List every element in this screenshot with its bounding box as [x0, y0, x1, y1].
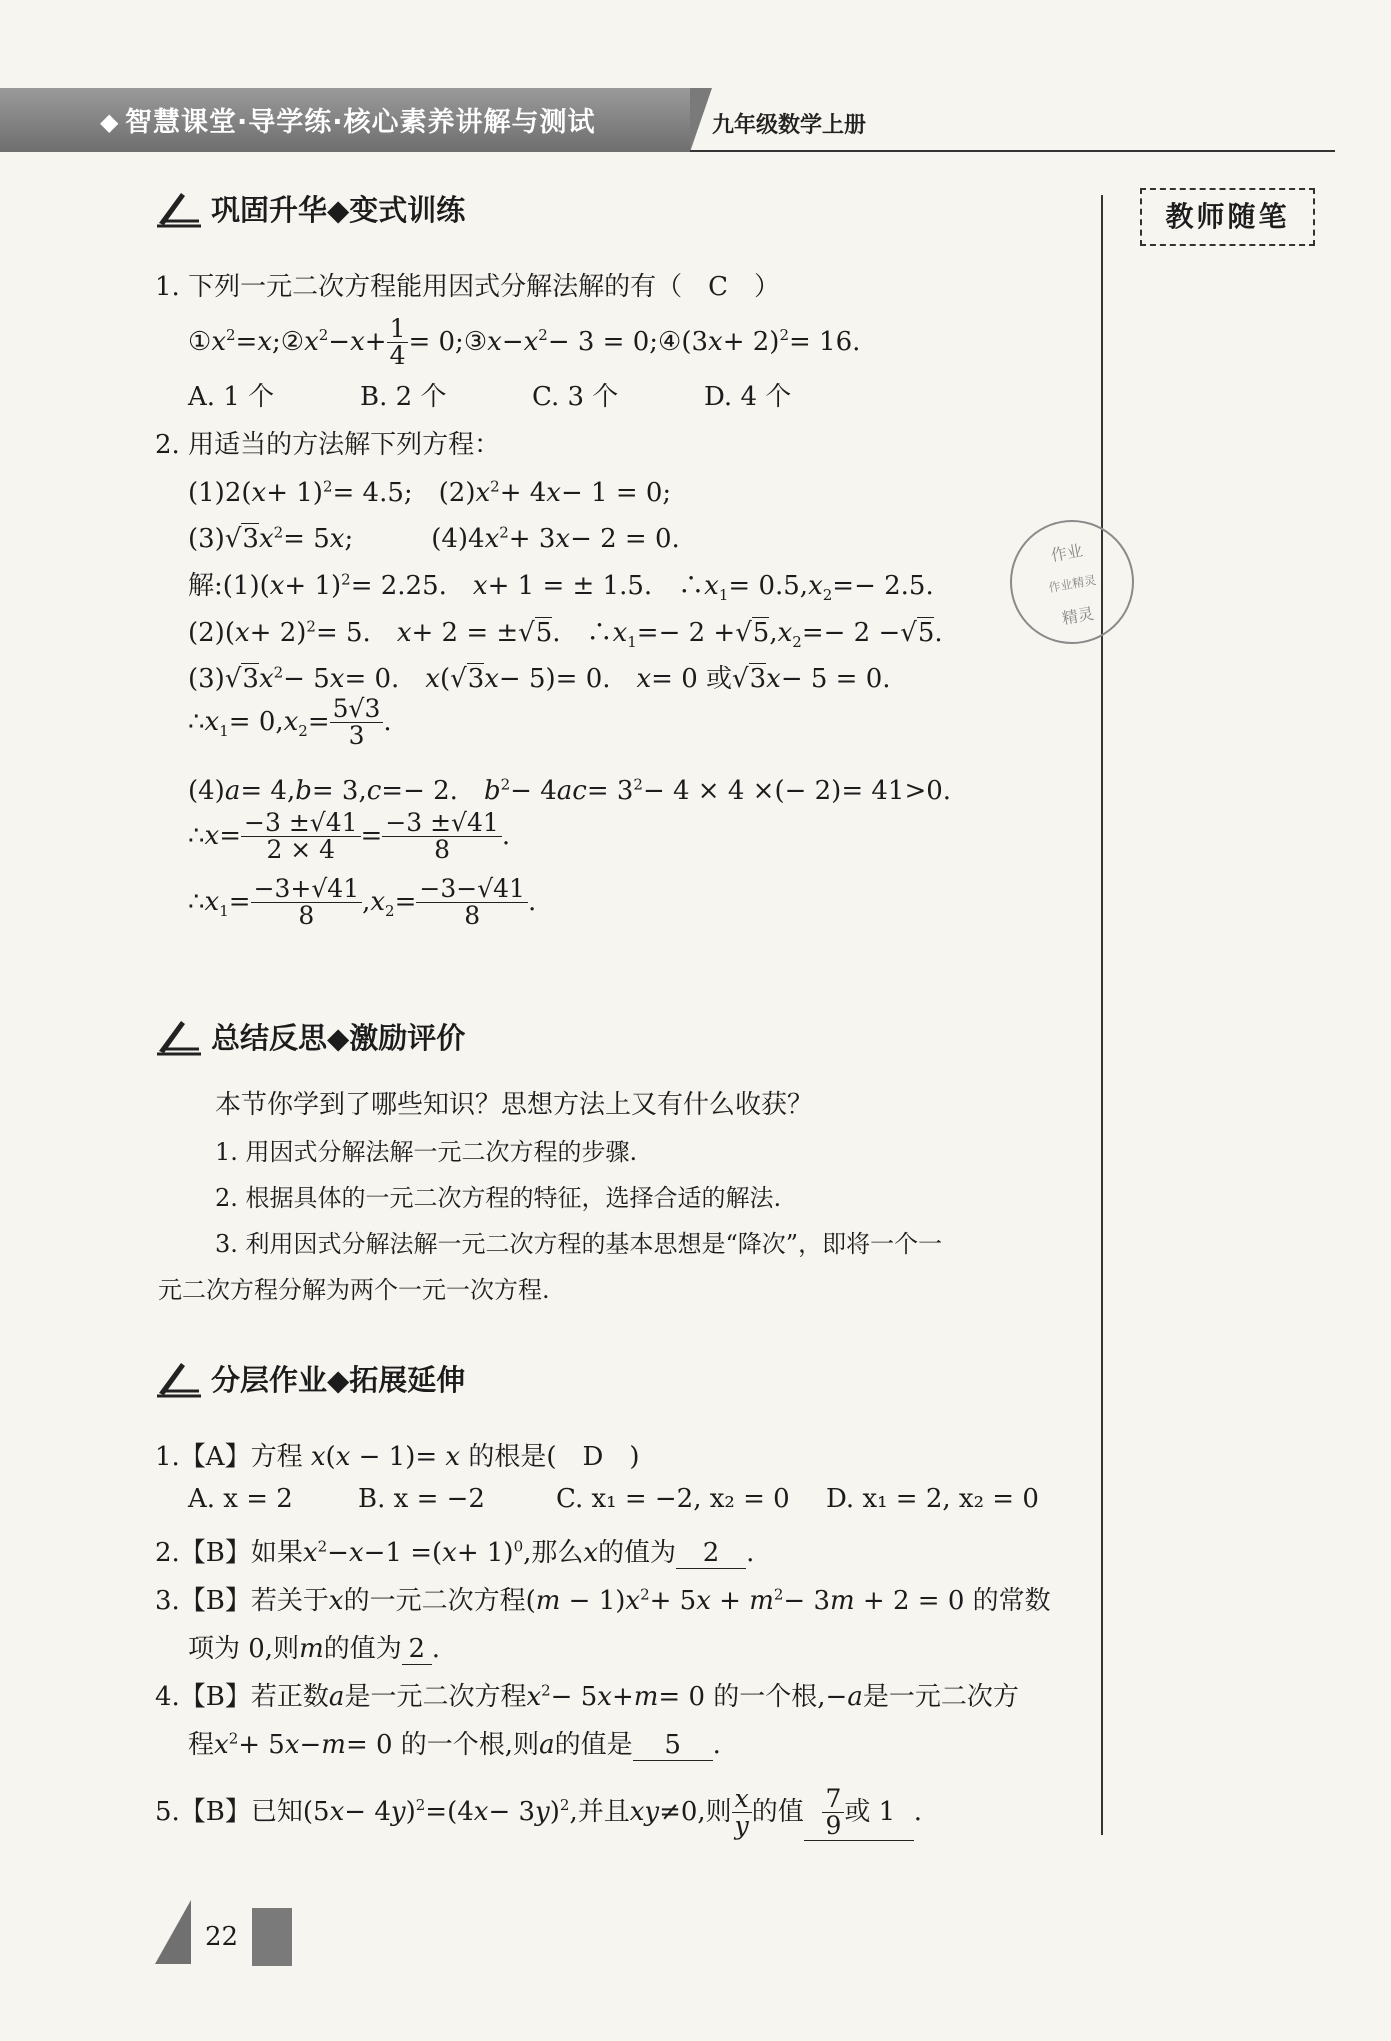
q1-option-d: D. 4 个: [704, 382, 792, 412]
diamond-icon: ◆: [100, 108, 119, 136]
hw-q5: 5.【B】已知$(5x- 4y)^2=(4x- 3y)^2$,并且xy≠0,则 $\frac{x}{y}$ 的值 $\frac{7}{9}$ 或 1 .: [155, 1784, 923, 1841]
header-rule: [690, 150, 1335, 152]
margin-rule: [1101, 195, 1103, 1835]
q1-equations: $①x^2=x;②x^2-x+$ $\frac{1}{4}$ = $0;③x-x^2- 3$ = 0;④(3x+ 2)$^2$= 16.: [188, 314, 861, 371]
hw-q3a: 3.【B】若关于x的一元二次方程$(m - 1)x^2+ 5x + m^2- 3m + 2 = 0$ 的常数: [155, 1585, 1051, 1616]
pencil-icon: [155, 1359, 203, 1399]
q1-option-b: B. 2 个: [360, 382, 447, 412]
q1-option-a: A. 1 个: [188, 382, 275, 412]
q2-stem: 2. 用适当的方法解下列方程：: [155, 430, 501, 460]
page-number: 22: [205, 1922, 239, 1952]
hw-q1-option-d: D. x₁ = 2, x₂ = 0: [826, 1484, 1039, 1514]
q2-parts-1-2: $(1)2(x+ 1)^2= 4.5$; $(2)x^2+ 4x- 1 = 0$;: [188, 477, 672, 508]
q2-solution-4c: $\therefore x_1=$ $\frac{-3+√41}{8}$ $,x_2=$ $\frac{-3-√41}{8}$ .: [188, 874, 537, 931]
q1-option-c: C. 3 个: [532, 382, 619, 412]
stamp-logo: 作业 作业精灵 精灵: [1000, 510, 1144, 654]
hw-q3b: 项为 0,则m的值为 2 .: [188, 1634, 441, 1664]
q2-solution-1: 解:(1)(x+ 1)$^2$= 2.25. x+ 1 = ± 1.5. $\therefore x_1= 0.5,x_2=- 2.5$.: [188, 570, 934, 605]
section-heading-summary: 总结反思◆激励评价: [155, 1016, 465, 1057]
q2-parts-3-4: $(3)√3x^2= 5x$; $(4)4x^2+ 3x- 2 = 0$.: [188, 523, 680, 554]
header-title: 智慧课堂·导学练·核心素养讲解与测试: [125, 107, 596, 138]
hw-q2: 2.【B】如果$x^2-x-1 =(x+ 1)^0$,那么x的值为 2 .: [155, 1537, 755, 1568]
section-heading-homework: 分层作业◆拓展延伸: [155, 1358, 465, 1399]
summary-point-1: 1. 用因式分解法解一元二次方程的步骤.: [215, 1138, 638, 1166]
q2-solution-2: $(2)(x+ 2)^2= 5$. x+ 2 = ±√5. $\therefore x_1=- 2 +√5,x_2=- 2 -√5$.: [188, 617, 943, 652]
hw-q1-option-b: B. x = −2: [358, 1484, 485, 1514]
summary-intro: 本节你学到了哪些知识？思想方法上又有什么收获？: [215, 1090, 814, 1120]
q1-stem: 1. 下列一元二次方程能用因式分解法解的有（ C ）: [155, 272, 780, 302]
hw-q4b: 程$x^2+ 5x-m= 0$ 的一个根,则a的值是 5 .: [188, 1729, 721, 1760]
q2-solution-4: (4)a= 4,b= 3,c=− 2. $b^2- 4ac= 3^2- 4 \times 4$ ×(− 2)= 41>0.: [188, 775, 952, 806]
q2-solution-3b: $\therefore x_1= 0,x_2=$ $\frac{5√3}{3}$ .: [188, 694, 392, 751]
q2-solution-4b: ∴x= $\frac{-3 \pm√41}{2 \times 4}$ = $\frac{-3 \pm√41}{8}$ .: [188, 808, 511, 865]
hw-q1-option-c: C. x₁ = −2, x₂ = 0: [556, 1484, 790, 1514]
pencil-icon: [155, 1017, 203, 1057]
page-corner-triangle: [155, 1900, 191, 1964]
hw-q1: 1.【A】方程 x(x − 1)= x 的根是( D ): [155, 1442, 640, 1472]
book-label: 九年级数学上册: [712, 113, 867, 138]
q2-solution-3: $(3)√3x^2- 5x= 0$. x(√3x− 5)= 0. x= 0 或√3x− 5 = 0.: [188, 663, 891, 694]
hw-q4a: 4.【B】若正数a是一元二次方程$x^2- 5x+m= 0$ 的一个根,−a是一元二次方: [155, 1681, 1019, 1712]
summary-point-2: 2. 根据具体的一元二次方程的特征，选择合适的解法.: [215, 1184, 782, 1212]
hw-q1-option-a: A. x = 2: [188, 1484, 293, 1514]
summary-point-3b: 元二次方程分解为两个一元一次方程.: [158, 1276, 550, 1304]
summary-point-3a: 3. 利用因式分解法解一元二次方程的基本思想是“降次”，即将一个一: [215, 1230, 943, 1258]
page-corner-block: [252, 1908, 292, 1966]
pencil-icon: [155, 189, 203, 229]
teacher-notes-box: 教师随笔: [1140, 188, 1315, 246]
section-heading-consolidate: 巩固升华◆变式训练: [155, 188, 465, 229]
